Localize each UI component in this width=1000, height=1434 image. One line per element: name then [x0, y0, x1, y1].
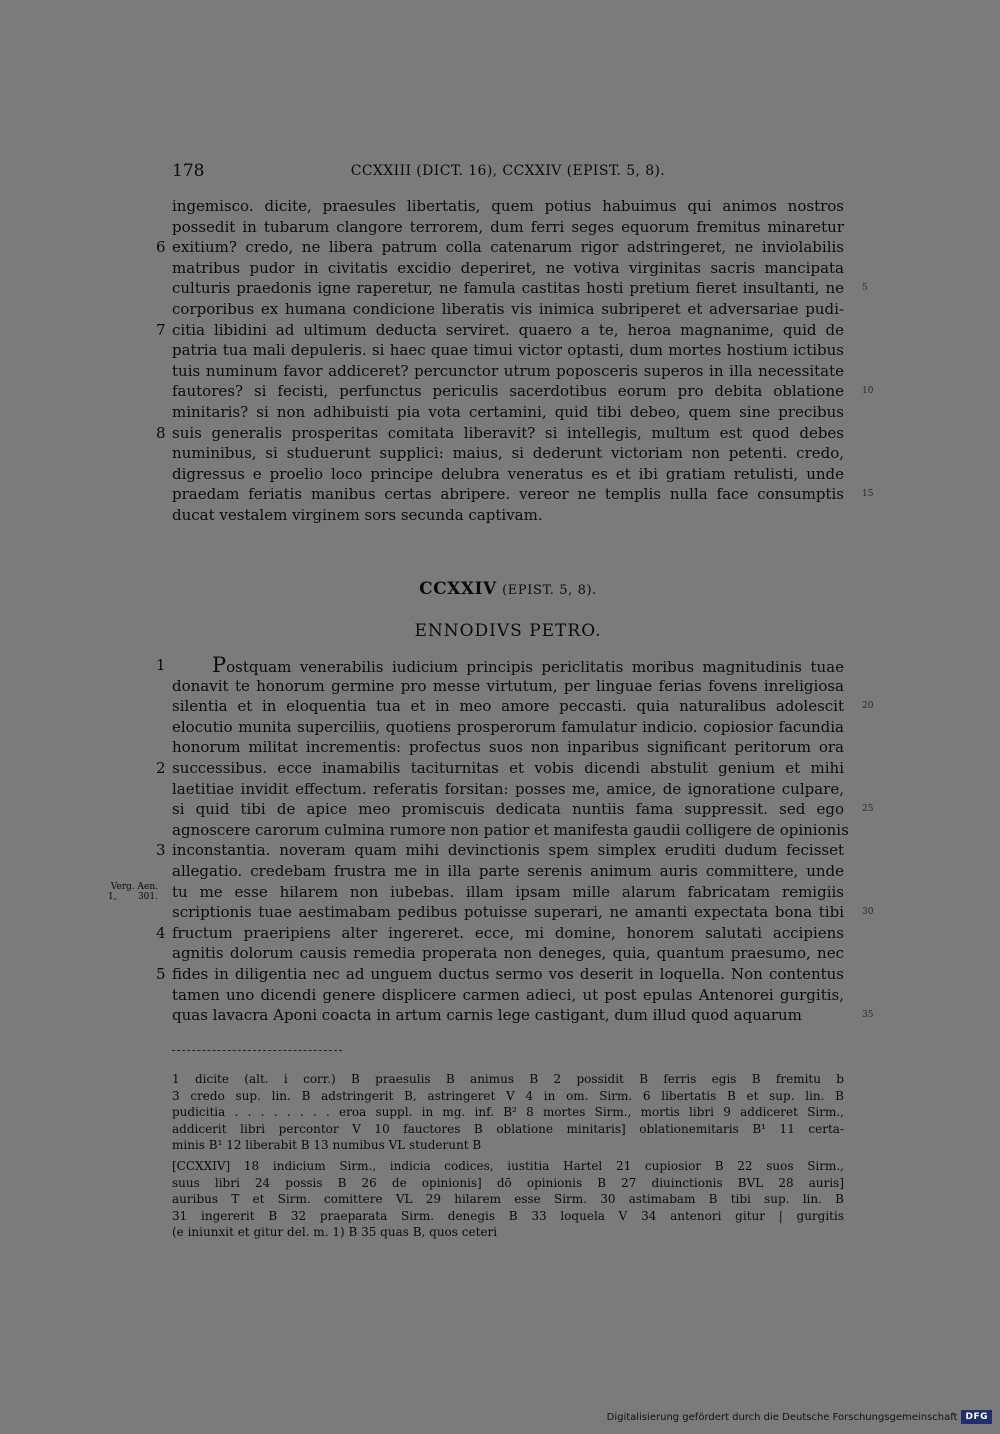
apparatus-line: [CCXXIV] 18 indicium Sirm., indicia codices, iustitia Hartel 21 cupiosior B 22 suos Sirm.,	[172, 1158, 844, 1173]
line-number: 10	[862, 386, 874, 397]
letter-number: CCXXIV	[419, 579, 497, 599]
apparatus-line: 3 credo sup. lin. B adstringerit B, astringeret V 4 in om. Sirm. 6 libertatis B et sup. lin. B	[172, 1088, 844, 1103]
text-line	[156, 237, 844, 258]
line-text: ingemisco. dicite, praesules libertatis, quem potius habuimus qui animos nostros	[172, 197, 844, 215]
paragraph-number: 2	[156, 758, 166, 777]
text-line	[172, 696, 874, 717]
apparatus-line: auribus T et Sirm. comittere VL 29 hilarem esse Sirm. 30 astimabam B tibi sup. lin. B	[172, 1192, 844, 1207]
line-text: scriptionis tuae aestimabam pedibus potuisse superari, ne amanti expectata bona tibi	[172, 903, 844, 922]
text-line	[172, 779, 844, 800]
line-text: donavit te honorum germine pro messe virtutum, per linguae ferias fovens inreligiosa	[172, 676, 844, 695]
line-text: numinibus, si studuerunt supplici: maius, si dederunt victoriam non petenti. credo,	[172, 444, 844, 463]
line-text: agnoscere carorum culmina rumore non patior et manifesta gaudii colligere de opinionis	[172, 820, 849, 839]
line-number: 20	[862, 701, 874, 712]
apparatus-line: (e iniunxit et gitur del. m. 1) B 35 quas B, quos ceteri	[172, 1225, 498, 1240]
critical-apparatus	[172, 1071, 844, 1241]
line-text: suis generalis prosperitas comitata liberavit? si intellegis, multum est quod debes	[172, 423, 844, 442]
text-line	[156, 320, 844, 341]
text-line	[172, 258, 844, 279]
line-text: corporibus ex humana condicione liberatis vis inimica subriperet et adversariae pudi-	[172, 299, 844, 318]
letter-address: ENNODIVS PETRO.	[414, 621, 602, 641]
text-line	[172, 820, 849, 841]
line-text: minitaris? si non adhibuisti pia vota certamini, quid tibi debeo, quem sine precibus	[172, 402, 844, 421]
line-number: 15	[862, 489, 874, 500]
line-number: 30	[862, 907, 874, 918]
line-text: fructum praeripiens alter ingereret. ecce, mi domine, honorem salutati accipiens	[172, 923, 844, 942]
text-line	[172, 943, 844, 964]
apparatus-line: minis B¹ 12 liberabit B 13 numibus VL studerunt B	[172, 1138, 482, 1153]
text-line	[156, 758, 844, 779]
paragraph-number: 6	[156, 238, 166, 257]
line-text: digressus e proelio loco principe delubra veneratus es et ibi gratiam retulisti, unde	[172, 464, 844, 483]
line-text: possedit in tubarum clangore terrorem, dum ferri seges equorum fremitus minaretur	[172, 217, 844, 236]
text-line	[172, 484, 874, 505]
paragraph-number: 1	[156, 656, 166, 674]
first-line-text: ostquam venerabilis iudicium principis periclitatis moribus magnitudinis tuae	[226, 658, 844, 676]
line-text: matribus pudor in civitatis excidio deperiret, ne votiva virginitas sacris mancipata	[172, 258, 844, 277]
text-line	[156, 840, 844, 861]
dfg-logo-icon: DFG	[961, 1410, 992, 1424]
running-head-title: CCXXIII (DICT. 16), CCXXIV (EPIST. 5, 8).	[350, 163, 666, 179]
section-ccxxiii-text	[156, 196, 874, 526]
credit-text: Digitalisierung gefördert durch die Deutsche Forschungsgemeinschaft	[606, 1411, 958, 1423]
text-line	[108, 881, 844, 903]
line-text: fautores? si fecisti, perfunctus periculis sacerdotibus eorum pro debita oblatione	[172, 382, 844, 401]
apparatus-line: pudicitia . . . . . . . . eroa suppl. in mg. inf. B² 8 mortes Sirm., mortis libri 9 addiceret Sirm.,	[172, 1105, 844, 1120]
line-text: elocutio munita superciliis, quotiens prosperorum famulatur indicio. copiosior facundia	[172, 717, 844, 736]
text-line	[172, 861, 844, 882]
text-line	[172, 902, 874, 923]
running-head	[172, 161, 844, 183]
line-text: allegatio. credebam frustra me in illa parte serenis animum auris committere, unde	[172, 861, 844, 880]
apparatus-line: 1 dicite (alt. i corr.) B praesulis B animus B 2 possidit B ferris egis B fremitu b	[172, 1072, 844, 1086]
line-number: 5	[862, 283, 868, 294]
text-line	[156, 964, 844, 985]
line-text: agnitis dolorum causis remedia properata non deneges, quia, quantum praesumo, nec	[172, 944, 844, 963]
paragraph-number: 5	[156, 964, 166, 983]
text-line	[172, 737, 844, 758]
text-line	[172, 717, 844, 738]
text-line	[156, 653, 844, 677]
text-line	[172, 196, 844, 217]
line-text: inconstantia. noveram quam mihi devinctionis spem simplex eruditi dudum fecisset	[172, 841, 844, 860]
line-text: culturis praedonis igne raperetur, ne famula castitas hosti pretium fieret insultanti, ne	[172, 279, 844, 298]
line-text: tamen uno dicendi genere displicere carmen adieci, ut post epulas Antenorei gurgitis,	[172, 985, 844, 1004]
line-text: ducat vestalem virginem sors secunda captivam.	[172, 505, 543, 524]
initial-letter: P	[212, 653, 227, 677]
line-number: 25	[862, 804, 874, 815]
digitization-credit	[607, 1410, 992, 1424]
line-text: exitium? credo, ne libera patrum colla catenarum rigor adstringeret, ne inviolabilis	[172, 238, 844, 257]
apparatus-line: suus libri 24 possis B 26 de opinionis] dō opinionis B 27 diuinctionis BVL 28 auris]	[172, 1175, 844, 1190]
paragraph-number: 8	[156, 423, 166, 442]
text-line	[172, 1005, 874, 1026]
text-line	[172, 299, 844, 320]
line-text: silentia et in eloquentia tua et in meo amore peccasti. quia naturalibus adolescit	[172, 697, 844, 716]
letter-heading	[172, 579, 844, 599]
letter-reference: (EPIST. 5, 8).	[502, 583, 597, 598]
text-line	[172, 799, 874, 820]
marginal-citation: Verg. Aen. 1, 301.	[108, 881, 158, 902]
text-line	[172, 464, 844, 485]
line-text: laetitiae invidit effectum. referatis forsitan: posses me, amice, de ignoratione culpare,	[172, 779, 844, 798]
line-text: honorum militat incrementis: profectus suos non inparibus significant peritorum ora	[172, 738, 844, 757]
line-number: 35	[862, 1010, 874, 1021]
line-text: patria tua mali depuleris. si haec quae timui victor optasti, dum mortes hostium ictibus	[172, 341, 844, 360]
text-line	[172, 340, 844, 361]
paragraph-number: 7	[156, 320, 166, 339]
apparatus-line: 31 ingererit B 32 praeparata Sirm. denegis B 33 loquela V 34 antenori gitur | gurgitis	[172, 1208, 844, 1223]
line-text: citia libidini ad ultimum deducta serviret. quaero a te, heroa magnanime, quid de	[172, 320, 844, 339]
apparatus-line: addicerit libri percontor V 10 fauctores B oblatione minitaris] oblationemitaris B¹ 11 certa-	[172, 1121, 844, 1136]
text-line	[156, 923, 844, 944]
text-line	[172, 985, 844, 1006]
paragraph-number: 4	[156, 923, 166, 942]
line-text: tu me esse hilarem non iubebas. illam ipsam mille alarum fabricatam remigiis	[172, 882, 844, 901]
text-line	[156, 423, 844, 444]
text-line	[172, 402, 844, 423]
line-text: tuis numinum favor addiceret? percunctor utrum poposceris superos in illa necessitate	[172, 361, 844, 380]
text-line	[172, 278, 868, 299]
text-line	[172, 676, 844, 697]
line-text: successibus. ecce inamabilis taciturnitas et vobis dicendi abstulit genium et mihi	[172, 758, 844, 777]
text-line	[172, 381, 874, 402]
page-number: 178	[172, 161, 205, 181]
line-text: quas lavacra Aponi coacta in artum carnis lege castigant, dum illud quod aquarum	[172, 1006, 802, 1025]
text-line	[172, 505, 844, 526]
text-line	[172, 361, 844, 382]
apparatus-separator	[172, 1050, 342, 1051]
section-ccxxiv-text	[108, 653, 874, 1026]
text-line	[172, 443, 844, 464]
paragraph-number: 3	[156, 841, 166, 860]
line-text: praedam feriatis manibus certas abripere. vereor ne templis nulla face consumptis	[172, 485, 844, 504]
line-text: si quid tibi de apice meo promiscuis dedicata nuntiis fama suppressit. sed ego	[172, 800, 844, 819]
text-line	[172, 217, 844, 238]
line-text: fides in diligentia nec ad unguem ductus sermo vos deserit in loquella. Non contentus	[172, 964, 844, 983]
